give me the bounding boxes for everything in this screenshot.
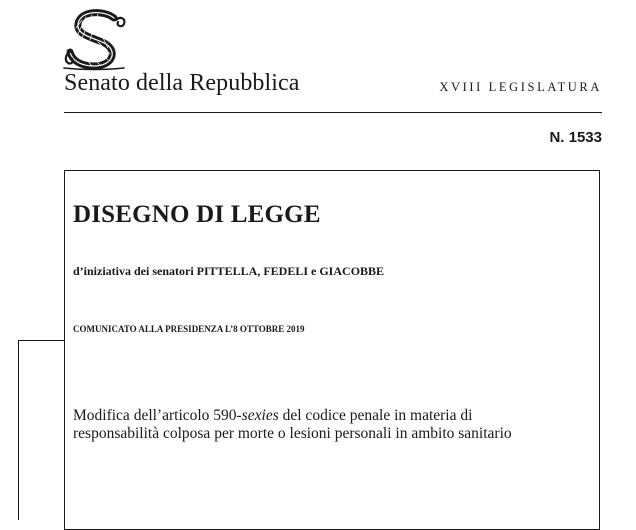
communication-date: COMUNICATO ALLA PRESIDENZA L’8 OTTOBRE 2019 (73, 324, 305, 334)
bill-title-suffix: del codice penale in materia di (278, 407, 473, 424)
senate-logo-icon (62, 8, 132, 72)
bill-title-line-2: responsabilità colposa per morte o lesioni personali in ambito sanitario (73, 425, 512, 442)
side-bracket-vertical (18, 340, 19, 520)
initiative-line: d’iniziativa dei senatori PITTELLA, FEDELI e GIACOBBE (73, 264, 385, 278)
bill-title-italic: sexies (241, 407, 279, 424)
header-divider (64, 112, 602, 113)
document-number: N. 1533 (549, 129, 602, 146)
document-type-heading: DISEGNO DI LEGGE (73, 201, 321, 228)
legislatura-label: XVIII LEGISLATURA (439, 80, 602, 94)
bill-title (73, 407, 512, 443)
side-bracket-horizontal (18, 340, 65, 341)
bill-title-prefix: Modifica dell’articolo 590- (73, 407, 242, 424)
bill-title-line-1 (73, 407, 512, 425)
senate-name: Senato della Repubblica (64, 70, 300, 96)
